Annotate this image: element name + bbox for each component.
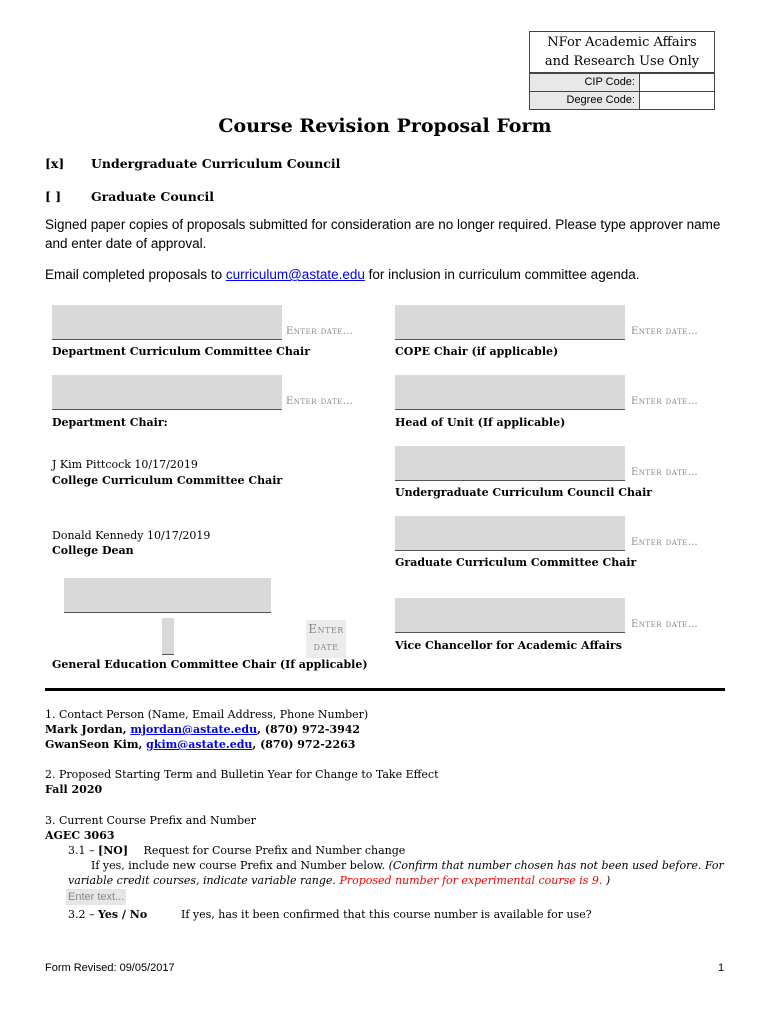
head-unit-label: Head of Unit (If applicable) [395,416,566,429]
gen-ed-date-word2: date [313,640,339,653]
s31-help-line1 [91,858,724,873]
head-unit-signature[interactable] [395,375,625,410]
cip-code-row [530,73,714,91]
vc-academic-label: Vice Chancellor for Academic Affairs [395,639,622,652]
degree-code-label: Degree Code: [530,92,640,109]
form-revised-date: Form Revised: 09/05/2017 [45,962,175,974]
grad-chair-date[interactable]: Enter date… [631,537,699,548]
start-term-value[interactable]: Fall 2020 [45,783,103,796]
s31-red-note: Proposed number for experimental course is 9. [339,874,603,887]
s31-italic2: variable credit courses, indicate variable range. [68,874,340,887]
course-prefix-value[interactable]: AGEC 3063 [45,829,115,842]
page-number: 1 [718,962,725,974]
email-prefix: Email completed proposals to [45,267,226,282]
grad-chair-label: Graduate Curriculum Committee Chair [395,556,637,569]
dept-chair-signature[interactable] [52,375,282,410]
cope-chair-date[interactable]: Enter date… [631,326,699,337]
s31-help: If yes, include new course Prefix and Number below. [91,859,389,872]
dept-curr-chair-date[interactable]: Enter date… [286,326,354,337]
college-dean-label: College Dean [52,544,134,557]
gen-ed-chair-label: General Education Committee Chair (If applicable) [52,658,368,671]
gen-ed-chair-date-box[interactable] [306,620,346,658]
grad-chair-signature[interactable] [395,516,625,551]
head-unit-date[interactable]: Enter date… [631,396,699,407]
college-curr-chair-value[interactable]: J Kim Pittcock 10/17/2019 [52,458,198,471]
degree-code-row [530,91,714,109]
ucc-chair-date[interactable]: Enter date… [631,467,699,478]
s31-italic1: (Confirm that number chosen has not been used before. For [388,859,724,872]
gc-checkbox[interactable]: [ ] [45,189,62,204]
gc-label: Graduate Council [91,189,214,204]
cope-chair-label: COPE Chair (if applicable) [395,345,559,358]
s31-help-line2 [68,873,610,888]
cip-code-field[interactable] [640,74,714,91]
contact-2-email-link[interactable]: gkim@astate.edu [146,738,253,751]
ucc-checkbox[interactable]: [x] [45,156,65,171]
s32-answer[interactable]: Yes / No [98,908,148,921]
email-instructions [45,265,735,284]
academic-affairs-use-box [529,31,715,110]
contact-1 [45,722,360,737]
contact-1-name: Mark Jordan, [45,723,131,736]
dept-chair-label: Department Chair: [52,416,168,429]
contact-1-email-link[interactable]: mjordan@astate.edu [130,723,258,736]
course-prefix-label: 3. Current Course Prefix and Number [45,814,256,827]
gen-ed-chair-signature-overflow[interactable] [162,618,174,655]
curriculum-email-link[interactable]: curriculum@astate.edu [225,267,365,282]
college-curr-chair-label: College Curriculum Committee Chair [52,474,283,487]
signed-instructions: Signed paper copies of proposals submitted for consideration are no longer required. Please type approver name and enter date of approval. [45,217,721,251]
degree-code-field[interactable] [640,92,714,109]
ucc-label: Undergraduate Curriculum Council [91,156,341,171]
form-title: Course Revision Proposal Form [218,115,552,137]
contact-2 [45,737,355,752]
cope-chair-signature[interactable] [395,305,625,340]
s32-prefix: 3.2 – [68,908,98,921]
dept-curr-chair-signature[interactable] [52,305,282,340]
cip-code-label: CIP Code: [530,74,640,91]
gen-ed-date-word1: Enter [308,622,344,636]
dept-curr-chair-label: Department Curriculum Committee Chair [52,345,311,358]
gen-ed-chair-signature[interactable] [64,578,271,613]
ucc-chair-label: Undergraduate Curriculum Council Chair [395,486,653,499]
vc-academic-signature[interactable] [395,598,625,633]
contact-person-label: 1. Contact Person (Name, Email Address, Phone Number) [45,708,369,721]
s32-row [68,907,147,922]
college-dean-value[interactable]: Donald Kennedy 10/17/2019 [52,529,211,542]
s31-prefix: 3.1 – [68,844,98,857]
section-divider [45,688,725,691]
contact-1-phone: , (870) 972-3942 [257,723,361,736]
new-course-number-input[interactable]: Enter text... [68,891,125,903]
s32-text: If yes, has it been confirmed that this course number is available for use? [181,908,592,921]
use-box-header-line2: and Research Use Only [544,54,700,69]
s31-answer[interactable]: [NO] [98,844,129,857]
vc-academic-date[interactable]: Enter date… [631,619,699,630]
contact-2-name: GwanSeon Kim, [45,738,147,751]
start-term-label: 2. Proposed Starting Term and Bulletin Year for Change to Take Effect [45,768,439,781]
use-box-header [530,32,714,73]
s31-row [68,843,405,858]
use-box-header-line1: NFor Academic Affairs [547,35,697,50]
email-suffix: for inclusion in curriculum committee agenda. [364,267,640,282]
ucc-chair-signature[interactable] [395,446,625,481]
dept-chair-date[interactable]: Enter date… [286,396,354,407]
s31-close: ) [602,874,611,887]
contact-2-phone: , (870) 972-2263 [252,738,356,751]
s31-text: Request for Course Prefix and Number change [143,844,406,857]
